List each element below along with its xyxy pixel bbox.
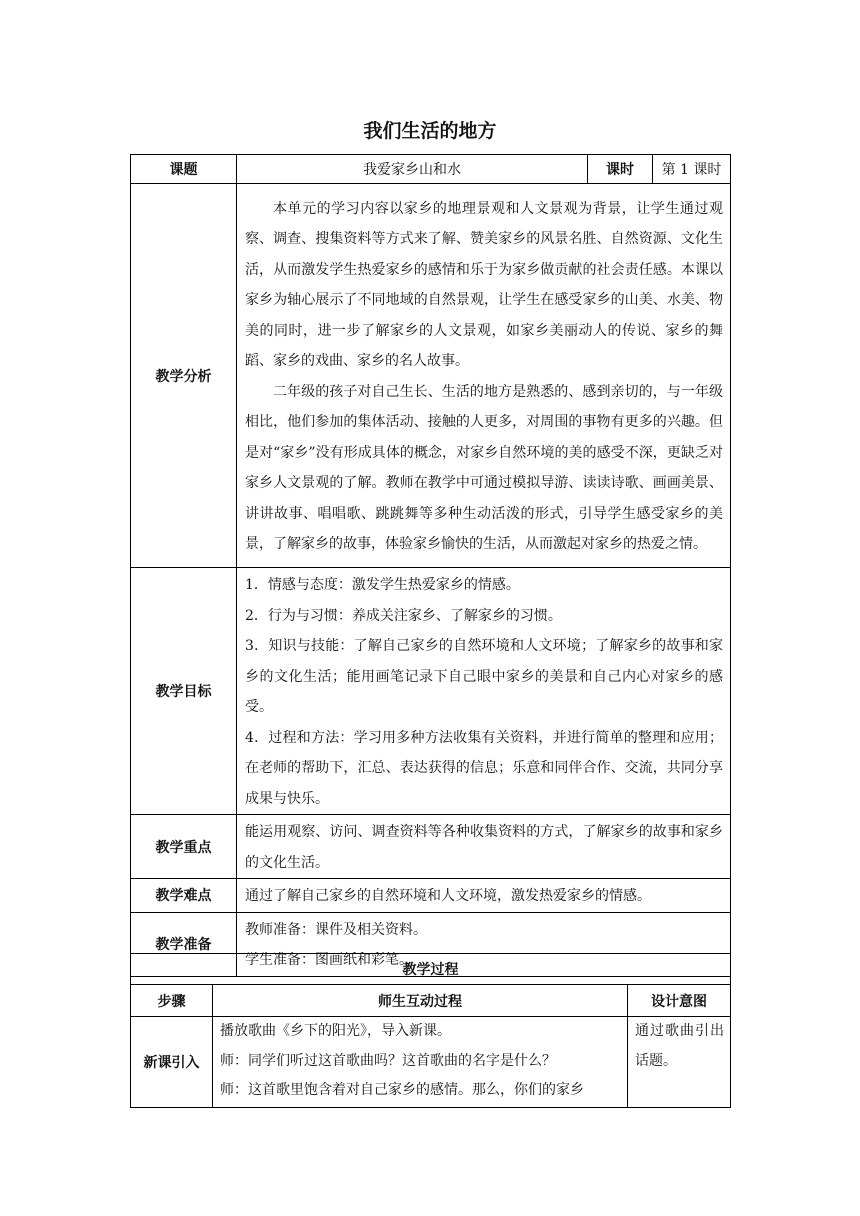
interaction-line: 师：这首歌里饱含着对自己家乡的感情。那么，你们的家乡 xyxy=(220,1082,584,1098)
goal-item-3: 3．知识与技能：了解自己家乡的自然环境和人文环境；了解家乡的故事和家乡的文化生活；能用画笔记录下自己眼中家乡的美景和自己内心对家乡的感受。 xyxy=(245,638,723,715)
analysis-row xyxy=(131,184,731,568)
process-section-title: 教学过程 xyxy=(131,954,731,985)
difficulties-text: 通过了解自己家乡的自然环境和人文环境，激发热爱家乡的情感。 xyxy=(237,879,731,913)
goal-item-2: 2．行为与习惯：养成关注家乡、了解家乡的习惯。 xyxy=(245,607,562,624)
period-value: 第 1 课时 xyxy=(653,155,731,184)
process-header-row xyxy=(131,985,731,1017)
column-header-step: 步骤 xyxy=(131,985,213,1017)
difficulties-row xyxy=(131,879,731,913)
interaction-cell xyxy=(213,1017,628,1108)
interaction-line: 播放歌曲《乡下的阳光》，导入新课。 xyxy=(220,1023,451,1039)
topic-label: 课题 xyxy=(131,155,237,184)
preparation-label: 教学准备 xyxy=(131,912,237,976)
teacher-preparation: 教师准备：课件及相关资料。 xyxy=(245,921,427,938)
step-cell: 新课引入 xyxy=(131,1017,213,1108)
interaction-line: 师：同学们听过这首歌曲吗？这首歌曲的名字是什么？ xyxy=(220,1052,556,1069)
table-row xyxy=(131,1017,731,1108)
key-points-row xyxy=(131,815,731,879)
topic-row xyxy=(131,155,731,184)
key-points-text: 能运用观察、访问、调查资料等各种收集资料的方式，了解家乡的故事和家乡的文化生活。 xyxy=(237,815,731,879)
intent-cell: 通过歌曲引出话题。 xyxy=(628,1017,731,1108)
analysis-content xyxy=(237,184,731,568)
process-table xyxy=(130,953,731,1108)
goal-item-1: 1．情感与态度：激发学生热爱家乡的情感。 xyxy=(245,577,520,593)
topic-value: 我爱家乡山和水 xyxy=(237,155,588,184)
column-header-interaction: 师生互动过程 xyxy=(213,985,628,1017)
goals-row xyxy=(131,568,731,815)
column-header-intent: 设计意图 xyxy=(628,985,731,1017)
key-points-label: 教学重点 xyxy=(131,815,237,879)
process-title-row xyxy=(131,954,731,985)
lesson-info-table xyxy=(130,154,731,977)
student-preparation: 学生准备：图画纸和彩笔。 xyxy=(245,952,413,968)
difficulties-label: 教学难点 xyxy=(131,879,237,913)
goals-content xyxy=(237,568,731,815)
analysis-paragraph-1: 本单元的学习内容以家乡的地理景观和人文景观为背景，让学生通过观察、调查、搜集资料等方式来了解、赞美家乡的风景名胜、自然资源、文化生活，从而激发学生热爱家乡的感情和乐于为家乡做贡献的社会责任感。本课以家乡为轴心展示了不同地域的自然景观，让学生在感受家乡的山美、水美、物美的同时，进一步了解家乡的人文景观，如家乡美丽动人的传说、家乡的舞蹈、家乡的戏曲、家乡的名人故事。 xyxy=(245,200,723,369)
analysis-label: 教学分析 xyxy=(131,184,237,568)
analysis-paragraph-2: 二年级的孩子对自己生长、生活的地方是熟悉的、感到亲切的，与一年级相比，他们参加的集体活动、接触的人更多，对周围的事物有更多的兴趣。但是对“家乡”没有形成具体的概念，对家乡自然环境的美的感受不深，更缺乏对家乡人文景观的了解。教师在教学中可通过模拟导游、读读诗歌、画画美景、讲讲故事、唱唱歌、跳跳舞等多种生动活泼的形式，引导学生感受家乡的美景，了解家乡的故事，体验家乡愉快的生活，从而激起对家乡的热爱之情。 xyxy=(245,383,723,552)
goals-label: 教学目标 xyxy=(131,568,237,815)
goal-item-4: 4．过程和方法：学习用多种方法收集有关资料，并进行简单的整理和应用；在老师的帮助下，汇总、表达获得的信息；乐意和同伴合作、交流，共同分享成果与快乐。 xyxy=(245,729,723,807)
page-title: 我们生活的地方 xyxy=(363,120,497,142)
period-label: 课时 xyxy=(588,155,653,184)
